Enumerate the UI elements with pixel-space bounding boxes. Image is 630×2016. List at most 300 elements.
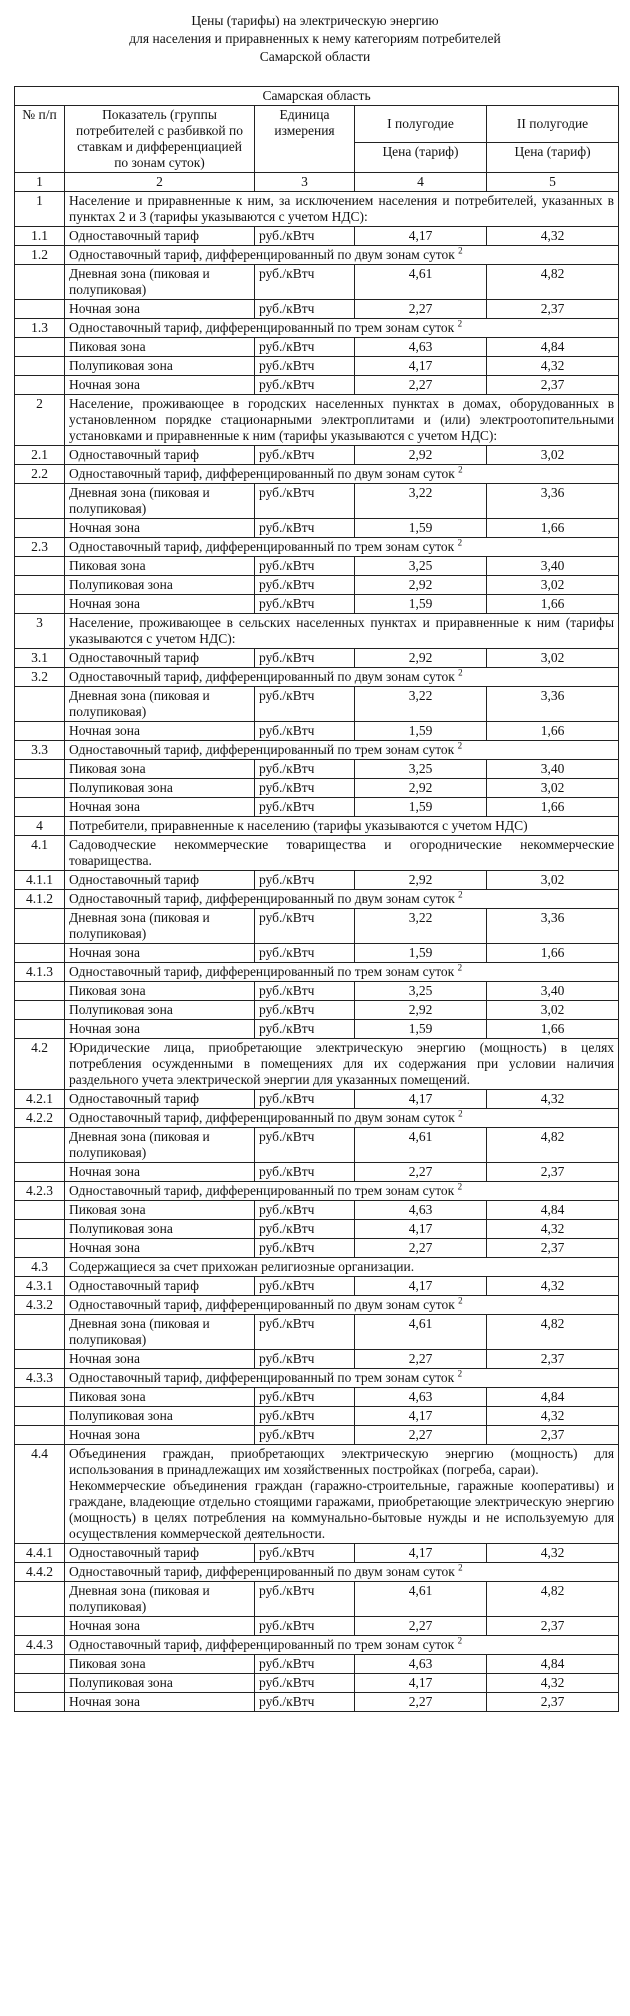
unit-cell: руб./кВтч xyxy=(255,576,355,595)
zone-row xyxy=(15,1315,619,1350)
unit-cell: руб./кВтч xyxy=(255,871,355,890)
row-number: 2.3 xyxy=(15,538,65,557)
price-h2-cell: 2,37 xyxy=(487,1693,619,1712)
row-number: 4.4.1 xyxy=(15,1544,65,1563)
subsection-label: Одноставочный тариф, дифференцированный по трем зонам суток xyxy=(69,964,455,979)
zone-row xyxy=(15,1388,619,1407)
section-row xyxy=(15,1258,619,1277)
indicator-cell: Одноставочный тариф xyxy=(65,871,255,890)
indicator-cell: Ночная зона xyxy=(65,1239,255,1258)
region-cell: Самарская область xyxy=(15,87,619,106)
subsection-row xyxy=(15,465,619,484)
unit-cell: руб./кВтч xyxy=(255,1001,355,1020)
row-number: 1.1 xyxy=(15,227,65,246)
unit-cell: руб./кВтч xyxy=(255,760,355,779)
tariff-row xyxy=(15,1090,619,1109)
zone-row xyxy=(15,1001,619,1020)
zone-row xyxy=(15,338,619,357)
row-number-empty xyxy=(15,1220,65,1239)
row-number-empty xyxy=(15,1128,65,1163)
footnote-marker: 2 xyxy=(458,667,463,678)
price-h1-cell: 2,92 xyxy=(355,871,487,890)
unit-cell: руб./кВтч xyxy=(255,1407,355,1426)
section-row xyxy=(15,836,619,871)
zone-row xyxy=(15,779,619,798)
indicator-cell: Дневная зона (пиковая и полупиковая) xyxy=(65,1128,255,1163)
price-h2-cell: 1,66 xyxy=(487,798,619,817)
title-line-1: Цены (тарифы) на электрическую энергию xyxy=(191,13,439,28)
price-h1-cell: 2,27 xyxy=(355,376,487,395)
price-h1-cell: 4,17 xyxy=(355,1090,487,1109)
subsection-label: Одноставочный тариф, дифференцированный по трем зонам суток xyxy=(69,742,455,757)
row-number-empty xyxy=(15,484,65,519)
price-h1-cell: 3,25 xyxy=(355,557,487,576)
price-h1-cell: 4,63 xyxy=(355,338,487,357)
subsection-row xyxy=(15,668,619,687)
price-h2-cell: 2,37 xyxy=(487,1163,619,1182)
subsection-row xyxy=(15,963,619,982)
subsection-text xyxy=(65,319,619,338)
zone-row xyxy=(15,1239,619,1258)
subsection-text xyxy=(65,668,619,687)
unit-cell: руб./кВтч xyxy=(255,1277,355,1296)
row-number-empty xyxy=(15,687,65,722)
region-row xyxy=(15,87,619,106)
price-h2-cell: 2,37 xyxy=(487,1617,619,1636)
price-h1-cell: 3,25 xyxy=(355,760,487,779)
subsection-label: Одноставочный тариф, дифференцированный по трем зонам суток xyxy=(69,539,455,554)
price-h2-cell: 3,02 xyxy=(487,779,619,798)
unit-cell: руб./кВтч xyxy=(255,595,355,614)
subsection-text xyxy=(65,1636,619,1655)
indicator-cell: Ночная зона xyxy=(65,376,255,395)
zone-row xyxy=(15,1163,619,1182)
indicator-cell: Ночная зона xyxy=(65,944,255,963)
zone-row xyxy=(15,1617,619,1636)
row-number-empty xyxy=(15,265,65,300)
subsection-label: Одноставочный тариф, дифференцированный по двум зонам суток xyxy=(69,1564,455,1579)
price-h1-cell: 4,61 xyxy=(355,1128,487,1163)
section-text xyxy=(65,1039,619,1090)
indicator-cell: Ночная зона xyxy=(65,1617,255,1636)
indicator-cell: Ночная зона xyxy=(65,1426,255,1445)
zone-row xyxy=(15,265,619,300)
zone-row xyxy=(15,687,619,722)
section-row xyxy=(15,192,619,227)
row-number-empty xyxy=(15,1001,65,1020)
header-indicator: Показатель (группы потребителей с разбивкой по ставкам и дифференциацией по зонам суток) xyxy=(65,106,255,173)
footnote-marker: 2 xyxy=(457,318,463,329)
indicator-cell: Полупиковая зона xyxy=(65,1220,255,1239)
row-number-empty xyxy=(15,798,65,817)
footnote-marker: 2 xyxy=(457,1368,463,1379)
indicator-cell: Пиковая зона xyxy=(65,1201,255,1220)
unit-cell: руб./кВтч xyxy=(255,1674,355,1693)
unit-cell: руб./кВтч xyxy=(255,909,355,944)
price-h2-cell: 2,37 xyxy=(487,376,619,395)
row-number-empty xyxy=(15,1617,65,1636)
unit-cell: руб./кВтч xyxy=(255,687,355,722)
row-number-empty xyxy=(15,1350,65,1369)
price-h1-cell: 2,27 xyxy=(355,300,487,319)
indicator-cell: Полупиковая зона xyxy=(65,576,255,595)
row-number: 1.3 xyxy=(15,319,65,338)
price-h1-cell: 2,27 xyxy=(355,1350,487,1369)
row-number-empty xyxy=(15,779,65,798)
zone-row xyxy=(15,1426,619,1445)
footnote-marker: 2 xyxy=(457,537,463,548)
indicator-cell: Ночная зона xyxy=(65,722,255,741)
indicator-cell: Пиковая зона xyxy=(65,1388,255,1407)
row-number-empty xyxy=(15,1239,65,1258)
unit-cell: руб./кВтч xyxy=(255,484,355,519)
price-h2-cell: 1,66 xyxy=(487,595,619,614)
unit-cell: руб./кВтч xyxy=(255,1220,355,1239)
unit-cell: руб./кВтч xyxy=(255,265,355,300)
row-number-empty xyxy=(15,760,65,779)
section-row xyxy=(15,614,619,649)
price-h1-cell: 1,59 xyxy=(355,1020,487,1039)
price-h2-cell: 3,02 xyxy=(487,446,619,465)
header-num: № п/п xyxy=(15,106,65,173)
row-number: 4.4 xyxy=(15,1445,65,1544)
unit-cell: руб./кВтч xyxy=(255,1426,355,1445)
price-h2-cell: 1,66 xyxy=(487,519,619,538)
indicator-cell: Полупиковая зона xyxy=(65,357,255,376)
price-h2-cell: 4,82 xyxy=(487,265,619,300)
price-h2-cell: 4,32 xyxy=(487,1407,619,1426)
indicator-cell: Ночная зона xyxy=(65,1020,255,1039)
indicator-cell: Дневная зона (пиковая и полупиковая) xyxy=(65,1315,255,1350)
zone-row xyxy=(15,760,619,779)
price-h2-cell: 1,66 xyxy=(487,1020,619,1039)
col-num-4: 4 xyxy=(355,173,487,192)
footnote-marker: 2 xyxy=(458,1562,463,1573)
unit-cell: руб./кВтч xyxy=(255,1617,355,1636)
indicator-cell: Одноставочный тариф xyxy=(65,649,255,668)
indicator-cell: Пиковая зона xyxy=(65,338,255,357)
price-h1-cell: 4,61 xyxy=(355,265,487,300)
col-num-2: 2 xyxy=(65,173,255,192)
unit-cell: руб./кВтч xyxy=(255,1163,355,1182)
row-number-empty xyxy=(15,1315,65,1350)
unit-cell: руб./кВтч xyxy=(255,1239,355,1258)
footnote-marker: 2 xyxy=(457,1635,463,1646)
subsection-row xyxy=(15,890,619,909)
row-number-empty xyxy=(15,1388,65,1407)
row-number-empty xyxy=(15,338,65,357)
subsection-label: Одноставочный тариф, дифференцированный по двум зонам суток xyxy=(69,466,455,481)
indicator-cell: Одноставочный тариф xyxy=(65,1277,255,1296)
price-h2-cell: 3,02 xyxy=(487,576,619,595)
price-h2-cell: 2,37 xyxy=(487,1239,619,1258)
price-h1-cell: 2,27 xyxy=(355,1426,487,1445)
row-number-empty xyxy=(15,722,65,741)
zone-row xyxy=(15,1674,619,1693)
section-paragraph: Потребители, приравненные к населению (тарифы указываются с учетом НДС) xyxy=(69,818,528,833)
indicator-cell: Ночная зона xyxy=(65,798,255,817)
row-number: 2.2 xyxy=(15,465,65,484)
indicator-cell: Пиковая зона xyxy=(65,760,255,779)
subsection-text xyxy=(65,1182,619,1201)
price-h2-cell: 4,84 xyxy=(487,1655,619,1674)
price-h1-cell: 2,92 xyxy=(355,649,487,668)
unit-cell: руб./кВтч xyxy=(255,1090,355,1109)
tariff-row xyxy=(15,649,619,668)
subsection-text xyxy=(65,538,619,557)
section-row xyxy=(15,1445,619,1544)
title-line-3: Самарской области xyxy=(259,49,371,64)
indicator-cell: Одноставочный тариф xyxy=(65,446,255,465)
row-number: 4.3.1 xyxy=(15,1277,65,1296)
price-h1-cell: 1,59 xyxy=(355,944,487,963)
indicator-cell: Одноставочный тариф xyxy=(65,1544,255,1563)
row-number: 4.2.3 xyxy=(15,1182,65,1201)
section-paragraph: Объединения граждан, приобретающих электрическую энергию (мощность) для использования в принадлежащих им хозяйственных постройках (погреба, сараи). xyxy=(69,1446,615,1477)
price-h1-cell: 4,63 xyxy=(355,1201,487,1220)
indicator-cell: Ночная зона xyxy=(65,1693,255,1712)
section-text xyxy=(65,817,619,836)
indicator-cell: Одноставочный тариф xyxy=(65,227,255,246)
row-number: 4.1.3 xyxy=(15,963,65,982)
indicator-cell: Ночная зона xyxy=(65,1163,255,1182)
price-h1-cell: 4,17 xyxy=(355,227,487,246)
price-h1-cell: 4,63 xyxy=(355,1655,487,1674)
subsection-text xyxy=(65,1296,619,1315)
footnote-marker: 2 xyxy=(458,889,463,900)
subsection-text xyxy=(65,1369,619,1388)
indicator-cell: Полупиковая зона xyxy=(65,779,255,798)
indicator-cell: Ночная зона xyxy=(65,595,255,614)
price-h1-cell: 4,17 xyxy=(355,1407,487,1426)
indicator-cell: Ночная зона xyxy=(65,1350,255,1369)
subsection-row xyxy=(15,1636,619,1655)
subsection-row xyxy=(15,741,619,760)
zone-row xyxy=(15,1655,619,1674)
price-h2-cell: 3,36 xyxy=(487,687,619,722)
price-h2-cell: 4,84 xyxy=(487,338,619,357)
price-h1-cell: 1,59 xyxy=(355,722,487,741)
price-h2-cell: 3,02 xyxy=(487,649,619,668)
tariff-table xyxy=(14,86,619,1712)
footnote-marker: 2 xyxy=(458,245,463,256)
price-h2-cell: 2,37 xyxy=(487,1426,619,1445)
unit-cell: руб./кВтч xyxy=(255,300,355,319)
row-number-empty xyxy=(15,357,65,376)
price-h1-cell: 3,22 xyxy=(355,909,487,944)
row-number: 4.1 xyxy=(15,836,65,871)
price-h2-cell: 4,32 xyxy=(487,357,619,376)
section-text xyxy=(65,1258,619,1277)
zone-row xyxy=(15,1201,619,1220)
section-row xyxy=(15,817,619,836)
row-number-empty xyxy=(15,1163,65,1182)
price-h2-cell: 3,40 xyxy=(487,982,619,1001)
section-row xyxy=(15,1039,619,1090)
footnote-marker: 2 xyxy=(457,740,463,751)
unit-cell: руб./кВтч xyxy=(255,1201,355,1220)
unit-cell: руб./кВтч xyxy=(255,982,355,1001)
price-h2-cell: 4,84 xyxy=(487,1388,619,1407)
price-h2-cell: 1,66 xyxy=(487,722,619,741)
price-h1-cell: 3,25 xyxy=(355,982,487,1001)
tariff-row xyxy=(15,1544,619,1563)
unit-cell: руб./кВтч xyxy=(255,1350,355,1369)
subsection-text xyxy=(65,963,619,982)
row-number: 2 xyxy=(15,395,65,446)
section-text xyxy=(65,836,619,871)
unit-cell: руб./кВтч xyxy=(255,1315,355,1350)
price-h1-cell: 2,27 xyxy=(355,1163,487,1182)
zone-row xyxy=(15,557,619,576)
col-num-1: 1 xyxy=(15,173,65,192)
subsection-label: Одноставочный тариф, дифференцированный по двум зонам суток xyxy=(69,1110,455,1125)
unit-cell: руб./кВтч xyxy=(255,446,355,465)
unit-cell: руб./кВтч xyxy=(255,1544,355,1563)
unit-cell: руб./кВтч xyxy=(255,1128,355,1163)
section-paragraph: Юридические лица, приобретающие электрическую энергию (мощность) в целях потребления осужденными в помещениях для их содержания при условии наличия раздельного учета электрической энергии для указанных помещений. xyxy=(69,1040,615,1087)
unit-cell: руб./кВтч xyxy=(255,1582,355,1617)
unit-cell: руб./кВтч xyxy=(255,1693,355,1712)
row-number: 4.4.3 xyxy=(15,1636,65,1655)
subsection-label: Одноставочный тариф, дифференцированный по трем зонам суток xyxy=(69,1370,455,1385)
zone-row xyxy=(15,1350,619,1369)
row-number-empty xyxy=(15,376,65,395)
tariff-row xyxy=(15,227,619,246)
header-price-1: Цена (тариф) xyxy=(355,143,487,173)
column-numbers-row xyxy=(15,173,619,192)
unit-cell: руб./кВтч xyxy=(255,798,355,817)
row-number-empty xyxy=(15,944,65,963)
price-h2-cell: 4,82 xyxy=(487,1128,619,1163)
subsection-row xyxy=(15,1182,619,1201)
price-h1-cell: 4,61 xyxy=(355,1315,487,1350)
zone-row xyxy=(15,944,619,963)
row-number-empty xyxy=(15,1407,65,1426)
zone-row xyxy=(15,1407,619,1426)
footnote-marker: 2 xyxy=(458,464,463,475)
price-h2-cell: 3,36 xyxy=(487,909,619,944)
section-paragraph: Содержащиеся за счет прихожан религиозные организации. xyxy=(69,1259,415,1274)
header-price-2: Цена (тариф) xyxy=(487,143,619,173)
footnote-marker: 2 xyxy=(458,1295,463,1306)
row-number-empty xyxy=(15,557,65,576)
zone-row xyxy=(15,982,619,1001)
price-h1-cell: 1,59 xyxy=(355,798,487,817)
price-h1-cell: 2,92 xyxy=(355,446,487,465)
row-number-empty xyxy=(15,1201,65,1220)
footnote-marker: 2 xyxy=(457,1181,463,1192)
subsection-text xyxy=(65,246,619,265)
row-number: 1.2 xyxy=(15,246,65,265)
header-row xyxy=(15,106,619,143)
subsection-label: Одноставочный тариф, дифференцированный по двум зонам суток xyxy=(69,1297,455,1312)
subsection-text xyxy=(65,741,619,760)
price-h1-cell: 2,92 xyxy=(355,1001,487,1020)
row-number: 4.3 xyxy=(15,1258,65,1277)
unit-cell: руб./кВтч xyxy=(255,1020,355,1039)
indicator-cell: Ночная зона xyxy=(65,300,255,319)
subsection-row xyxy=(15,1296,619,1315)
subsection-text xyxy=(65,465,619,484)
row-number: 3.1 xyxy=(15,649,65,668)
tariff-row xyxy=(15,446,619,465)
price-h1-cell: 4,17 xyxy=(355,1544,487,1563)
price-h1-cell: 4,17 xyxy=(355,357,487,376)
indicator-cell: Полупиковая зона xyxy=(65,1407,255,1426)
indicator-cell: Дневная зона (пиковая и полупиковая) xyxy=(65,484,255,519)
indicator-cell: Пиковая зона xyxy=(65,1655,255,1674)
price-h2-cell: 4,82 xyxy=(487,1315,619,1350)
document-title xyxy=(0,12,630,66)
price-h1-cell: 2,27 xyxy=(355,1617,487,1636)
subsection-label: Одноставочный тариф, дифференцированный по двум зонам суток xyxy=(69,669,455,684)
zone-row xyxy=(15,300,619,319)
zone-row xyxy=(15,798,619,817)
price-h1-cell: 2,92 xyxy=(355,779,487,798)
subsection-label: Одноставочный тариф, дифференцированный по двум зонам суток xyxy=(69,891,455,906)
col-num-5: 5 xyxy=(487,173,619,192)
row-number-empty xyxy=(15,909,65,944)
indicator-cell: Дневная зона (пиковая и полупиковая) xyxy=(65,265,255,300)
subsection-text xyxy=(65,1563,619,1582)
col-num-3: 3 xyxy=(255,173,355,192)
unit-cell: руб./кВтч xyxy=(255,1388,355,1407)
price-h1-cell: 2,27 xyxy=(355,1239,487,1258)
section-row xyxy=(15,395,619,446)
row-number: 4.3.2 xyxy=(15,1296,65,1315)
row-number-empty xyxy=(15,1655,65,1674)
zone-row xyxy=(15,909,619,944)
subsection-row xyxy=(15,1369,619,1388)
unit-cell: руб./кВтч xyxy=(255,357,355,376)
row-number: 3.2 xyxy=(15,668,65,687)
row-number: 1 xyxy=(15,192,65,227)
footnote-marker: 2 xyxy=(457,962,463,973)
indicator-cell: Дневная зона (пиковая и полупиковая) xyxy=(65,909,255,944)
zone-row xyxy=(15,722,619,741)
unit-cell: руб./кВтч xyxy=(255,338,355,357)
price-h1-cell: 2,92 xyxy=(355,576,487,595)
tariff-row xyxy=(15,1277,619,1296)
row-number-empty xyxy=(15,595,65,614)
row-number-empty xyxy=(15,576,65,595)
row-number: 4.1.2 xyxy=(15,890,65,909)
price-h2-cell: 4,32 xyxy=(487,1544,619,1563)
unit-cell: руб./кВтч xyxy=(255,376,355,395)
price-h2-cell: 2,37 xyxy=(487,300,619,319)
indicator-cell: Ночная зона xyxy=(65,519,255,538)
zone-row xyxy=(15,576,619,595)
price-h2-cell: 4,32 xyxy=(487,227,619,246)
subsection-label: Одноставочный тариф, дифференцированный по трем зонам суток xyxy=(69,1637,455,1652)
row-number-empty xyxy=(15,1426,65,1445)
zone-row xyxy=(15,1693,619,1712)
unit-cell: руб./кВтч xyxy=(255,722,355,741)
indicator-cell: Одноставочный тариф xyxy=(65,1090,255,1109)
row-number: 4.3.3 xyxy=(15,1369,65,1388)
subsection-row xyxy=(15,1109,619,1128)
indicator-cell: Дневная зона (пиковая и полупиковая) xyxy=(65,1582,255,1617)
footnote-marker: 2 xyxy=(458,1108,463,1119)
subsection-row xyxy=(15,246,619,265)
subsection-row xyxy=(15,538,619,557)
subsection-label: Одноставочный тариф, дифференцированный по трем зонам суток xyxy=(69,320,455,335)
zone-row xyxy=(15,595,619,614)
title-line-2: для населения и приравненных к нему категориям потребителей xyxy=(129,31,501,46)
price-h1-cell: 4,17 xyxy=(355,1674,487,1693)
price-h1-cell: 1,59 xyxy=(355,519,487,538)
